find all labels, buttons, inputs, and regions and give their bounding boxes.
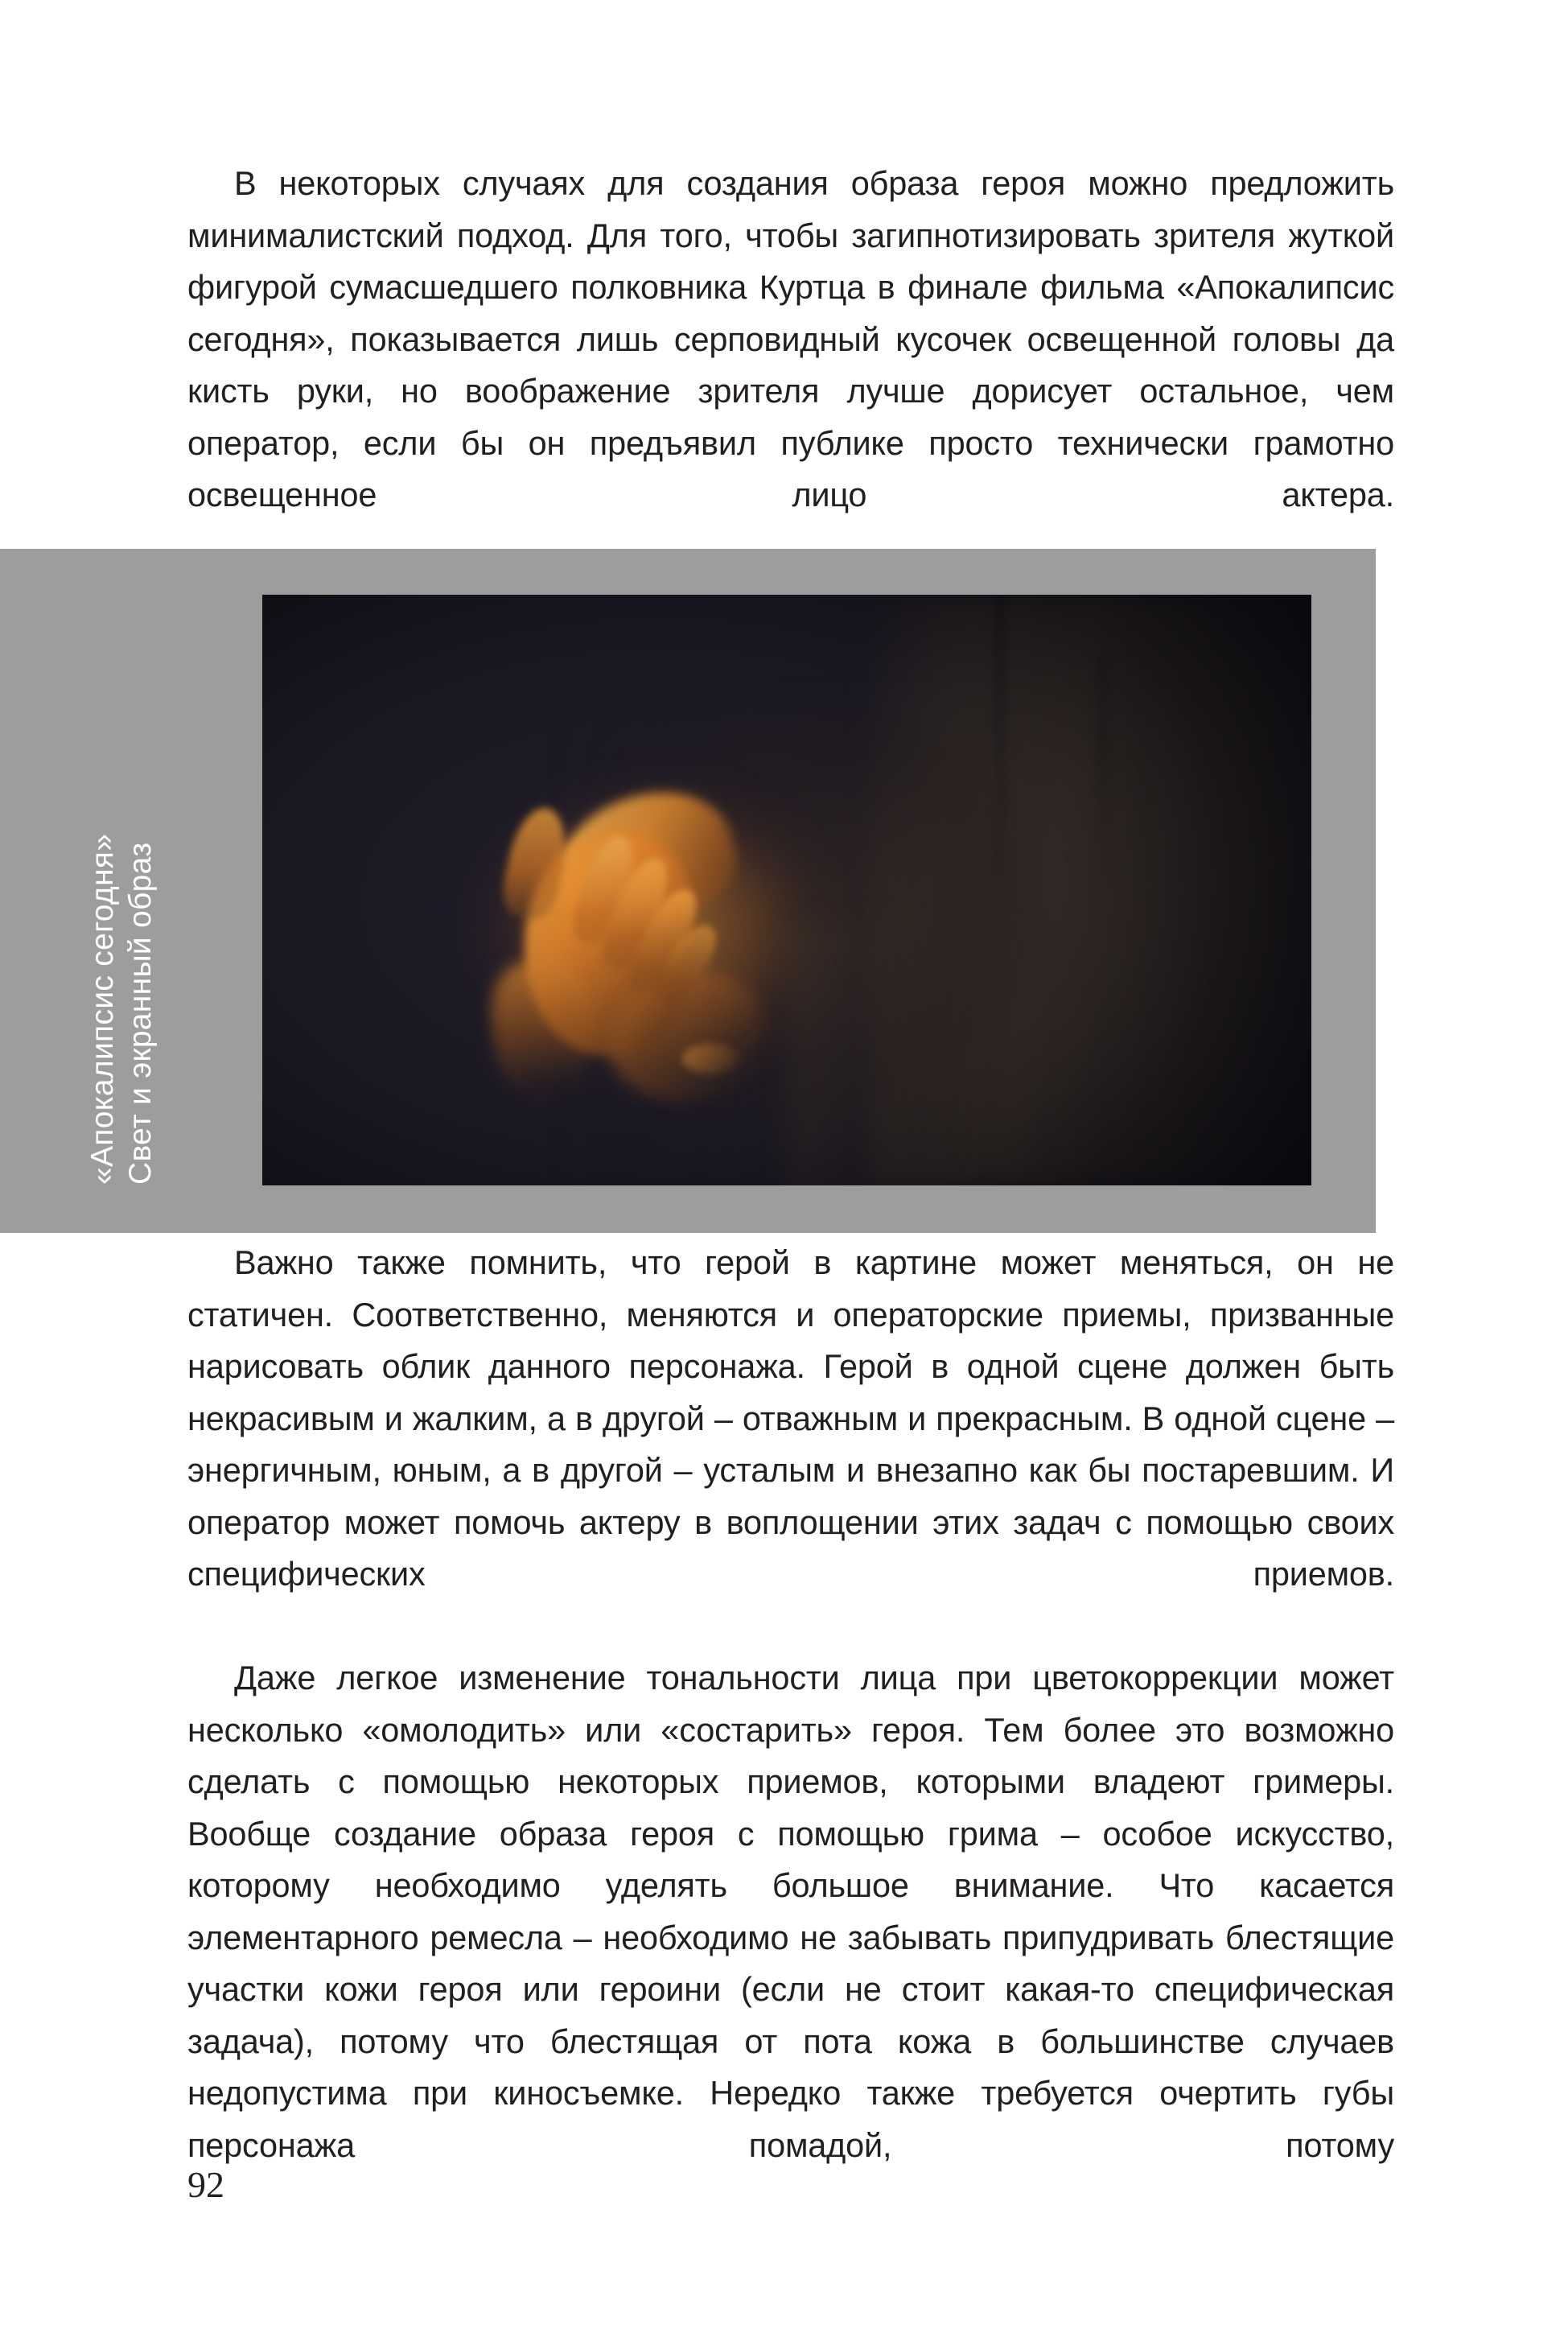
- photo-hand-finger-little: [646, 917, 726, 1012]
- photo-lit-scalp: [541, 773, 749, 947]
- photo-hand-finger-index: [564, 831, 642, 950]
- figure-caption: [0, 549, 262, 1233]
- photo-lit-lip: [682, 1044, 740, 1074]
- photo-shoulder-rim-light: [787, 925, 1039, 1185]
- photo-hand-finger-middle: [592, 851, 677, 976]
- body-text-top: [187, 158, 1394, 573]
- photo-hand-palm: [513, 822, 704, 1063]
- figure-caption-line-film-title: «Апокалипсис сегодня»: [85, 833, 120, 1185]
- figure-photo-apocalypse-now: [262, 595, 1311, 1185]
- photo-hand-wrist: [486, 956, 600, 1107]
- photo-hand-finger-ring: [619, 881, 707, 999]
- paragraph: В некоторых случаях для создания образа героя можно предложить минималистский подход. Для того, чтобы загипнотизировать зрителя жуткой фигурой сумасшедшего полковника Куртца в финале фильма «Апокалипсис сегодня», показывается лишь серповидный кусочек освещенной головы да кисть руки, но воображение зрителя лучше дорисует остальное, чем оператор, если бы он предъявил публике просто технически грамотно освещенное лицо актера.: [187, 164, 1394, 513]
- page-number: 92: [187, 2164, 224, 2205]
- photo-warm-light-pool: [451, 772, 871, 1126]
- photo-hand-thumb: [498, 803, 574, 925]
- paragraph: Важно также помнить, что герой в картине может меняться, он не статичен. Соответственно, меняются и операторские приемы, призванные нарисовать облик данного персонажа. Герой в одной сцене должен быть некрасивым и жалким, а в другой – отважным и прекрасным. В одной сцене – энергичным, юным, а в другой – усталым и внезапно как бы постаревшим. И оператор может помочь актеру в воплощении этих задач с помощью своих специфических приемов.: [187, 1243, 1394, 1593]
- photo-figure-silhouette: [577, 713, 1122, 1185]
- figure-band: [0, 549, 1376, 1233]
- photo-background-seam-secondary: [1101, 653, 1105, 890]
- photo-background-wall: [870, 595, 1311, 1185]
- figure-caption-line-topic: Свет и экранный образ: [123, 842, 158, 1185]
- body-text-bottom: [187, 1237, 1394, 2224]
- photo-vignette: [262, 595, 1311, 1185]
- photo-background-seam: [997, 595, 1002, 938]
- paragraph: Даже легкое изменение тональности лица при цветокоррекции может несколько «омолодить» или «состарить» героя. Тем более это возможно сделать с помощью некоторых приемов, которыми владеют гримеры. Вообще создание образа героя с помощью грима – особое искусство, которому необходимо уделять большое внимание. Что касается элементарного ремесла – необходимо не забывать припудривать блестящие участки кожи героя или героини (если не стоит какая-то специфическая задача), потому что блестящая от пота кожа в большинстве случаев недопустима при киносъемке. Нередко также требуется очертить губы персонажа помадой, потому: [187, 1659, 1394, 2164]
- photo-lit-jaw: [600, 963, 774, 1113]
